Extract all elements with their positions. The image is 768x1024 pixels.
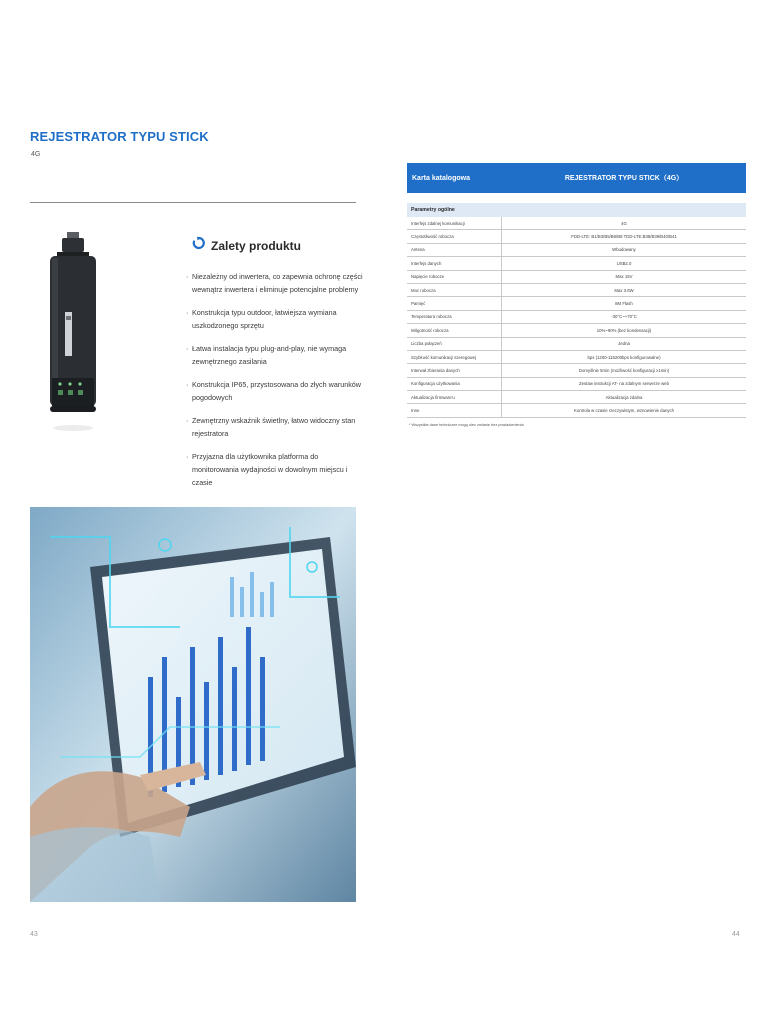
divider [30,202,356,203]
spec-table-header [407,163,746,193]
spec-key: Konfiguracja użytkowania [407,378,502,390]
table-row [407,364,746,377]
table-row [407,244,746,257]
benefit-item: · Zewnętrzny wskaźnik świetlny, łatwo widoczny stan rejestratora [186,416,356,438]
spec-key: Interfejs danych [407,257,502,269]
spec-value: 10%~90% (bez kondensacji) [596,327,652,333]
benefits-title: Zalety produktu [211,238,302,253]
spec-key: Częstotliwość robocza [407,230,502,242]
spec-value: Domyślnie 5min (możliwość konfiguracji ≥1min) [578,367,670,373]
spec-value: FDD-LTE: B1/B3/B5/B8/B8 TDD-LTE:B38/B39/B40/B41 [571,234,677,240]
spec-value: Max 15V [615,274,633,280]
table-row [407,391,746,404]
table-row [407,324,746,337]
refresh-cycle-icon [192,236,205,255]
benefits-header [192,236,364,255]
spec-key: Inne [407,404,502,416]
spec-value: -30°C~+70°C [611,314,637,320]
table-row [407,311,746,324]
table-row [407,338,746,351]
spec-key: Interfejs zdalnej komunikacji [407,217,502,229]
spec-key: Szybkość komunikacji szeregowej [407,351,502,363]
spec-value: Jedna [618,341,630,347]
spec-value: 4G [621,220,627,226]
table-row [407,217,746,230]
spec-key: Interwał zbierania danych [407,364,502,376]
benefit-item: · Przyjazna dla użytkownika platforma do monitorowania wydajności w dowolnym miejscu i czasie [186,452,348,487]
table-row [407,230,746,243]
spec-key: Pamięć [407,297,502,309]
spec-header-product: REJESTRATOR TYPU STICK（4G） [564,175,684,182]
table-row [407,297,746,310]
spec-value: Kontrola w czasie rzeczywistym, wznowienie danych [573,408,675,414]
spec-value: bps (1200-115200bps konfigurowalne) [587,354,661,360]
page-number-right: 44 [732,931,740,938]
page-subtitle: 4G [31,151,41,158]
table-row [407,257,746,270]
table-row [407,378,746,391]
product-image [48,232,98,437]
spec-value: Wbudowany [612,247,636,253]
spec-key: Wilgotność robocza [407,324,502,336]
spec-table [407,163,746,427]
benefit-item: · Konstrukcja typu outdoor, łatwiejsza wymiana uszkodzonego sprzętu [186,308,337,330]
page-number-left: 43 [30,931,38,938]
benefit-item: · Konstrukcja IP65, przystosowana do złych warunków pogodowych [186,380,361,402]
page-title: REJESTRATOR TYPU STICK [30,129,209,144]
spec-footnote: * Wszystkie dane techniczne mogą ulec zmianie bez powiadomienia [409,422,524,427]
spec-key: Napięcie robocze [407,271,502,283]
table-row [407,351,746,364]
benefit-item: · Niezależny od inwertera, co zapewnia ochronę części wewnątrz inwertera i eliminuje potencjalne problemy [186,272,363,294]
spec-key: Liczba połączeń [407,338,502,350]
spec-key: Moc robocza [407,284,502,296]
tablet-analytics-photo [30,507,356,902]
spec-value: Zestaw instrukcji AT- na zdalnym serwerze web [579,381,669,387]
table-row [407,271,746,284]
table-row [407,284,746,297]
spec-value: Aktualizacja zdalna [605,394,643,400]
spec-section-title: Parametry ogólne [407,203,746,217]
spec-header-label: Karta katalogowa [412,174,470,182]
spec-key: Aktualizacja firmware'u [407,391,502,403]
spec-key: Temperatura robocza [407,311,502,323]
benefits-section [186,236,364,499]
spec-value: 8M Flash [615,301,633,307]
spec-value: USB2.0 [616,260,632,266]
spec-value: Max 3.6W [614,287,634,293]
benefit-item: · Łatwa instalacja typu plug-and-play, nie wymaga zewnętrznego zasilania [186,344,347,366]
table-row [407,404,746,417]
spec-key: Antena [407,244,502,256]
